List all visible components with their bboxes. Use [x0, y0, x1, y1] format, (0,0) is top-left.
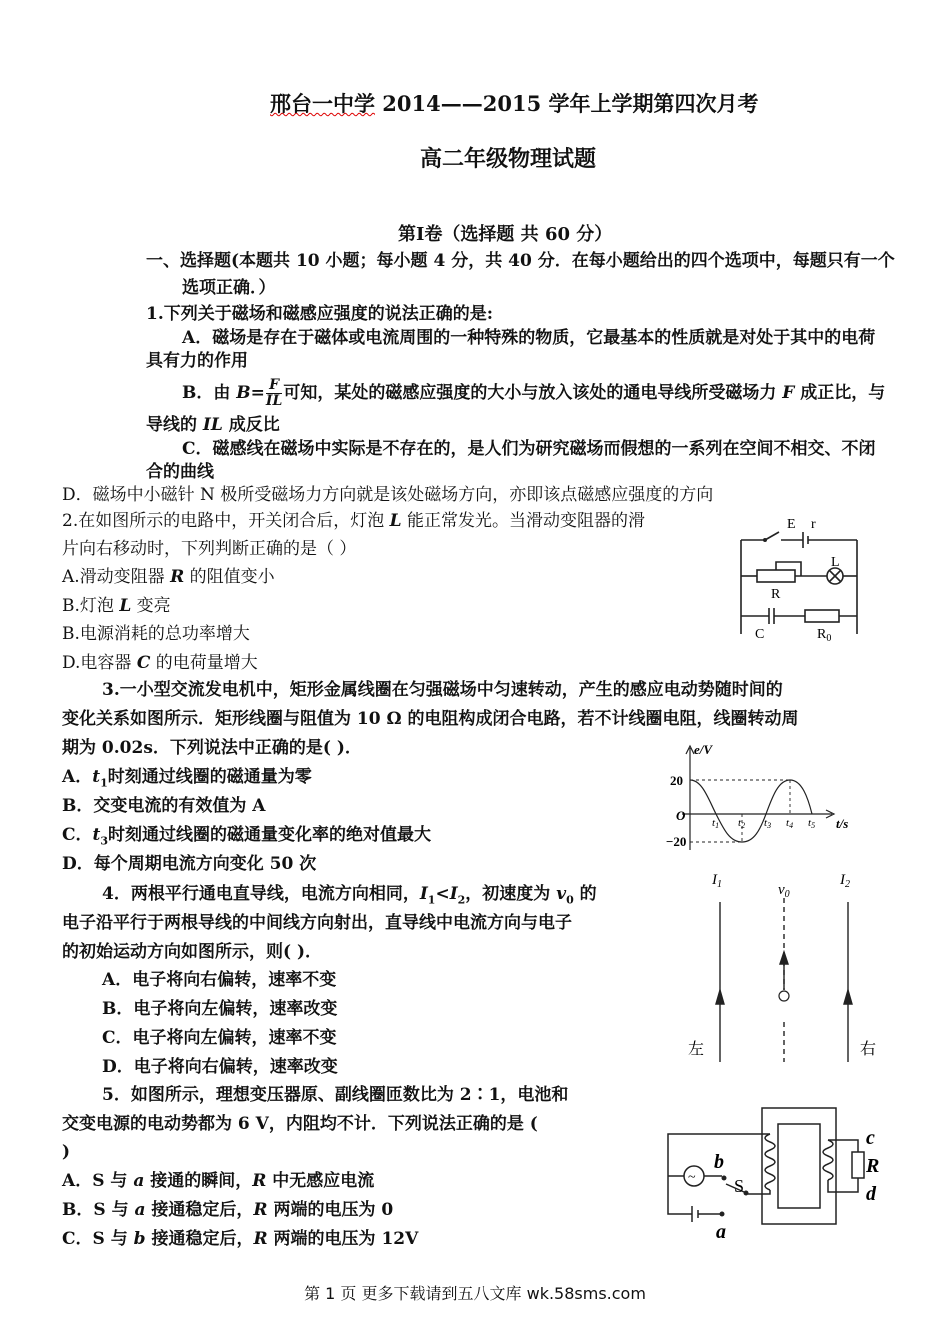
- q1-option-b-line1: [182, 378, 885, 409]
- q5-b-post: 两端的电压为 0: [267, 1200, 394, 1220]
- q5-core-inner: [778, 1124, 820, 1208]
- q3-c-pre: C．: [62, 825, 93, 845]
- q2-stem-line1: [62, 509, 645, 533]
- q2-label-R0-sub: 0: [826, 633, 832, 644]
- q1-b-pre: B．由: [182, 383, 237, 403]
- q5-stem-line3: ): [62, 1142, 71, 1162]
- q3-origin: O: [676, 808, 686, 823]
- q2-label-R0-main: R: [817, 627, 827, 642]
- q2-a-R: R: [170, 567, 185, 587]
- q2-b-post: 变亮: [131, 596, 171, 616]
- q4-option-d: D．电子将向右偏转，速率改变: [102, 1057, 338, 1077]
- q1-stem: 1.下列关于磁场和磁感应强度的说法正确的是:: [146, 304, 494, 324]
- q5-c-b: b: [133, 1229, 146, 1249]
- q3-c-sub: 3: [100, 834, 109, 848]
- q4-label-v0-main: v: [778, 882, 785, 898]
- q4-label-I2: [839, 872, 850, 890]
- q5-b-a: a: [134, 1200, 146, 1220]
- q3-option-a: [62, 765, 312, 795]
- q1-b-post1: 可知，某处的磁感应强度的大小与放入该处的通电导线所受磁场力: [283, 383, 783, 403]
- q4-label-v0-sub: 0: [784, 889, 790, 900]
- q5-transformer-diagram: [662, 1104, 894, 1244]
- school-name: 邢台一中学: [270, 91, 375, 116]
- q3-option-b: B．交变电流的有效值为 A: [62, 796, 266, 816]
- q2-option-c: B.电源消耗的总功率增大: [62, 624, 250, 644]
- q2-circuit-diagram: [735, 510, 870, 645]
- q1-b-post2: 成正比，与: [794, 383, 886, 403]
- q3-c-post: 时刻通过线圈的磁通量变化率的绝对值最大: [108, 825, 432, 845]
- q5-b-pre: B．S 与: [62, 1200, 135, 1220]
- q5-label-d: d: [866, 1183, 876, 1205]
- q3-sine-curve: [690, 780, 812, 842]
- q5-contact-a: [720, 1212, 725, 1217]
- q1-option-a-line1: A．磁场是存在于磁体或电流周围的一种特殊的物质，它最基本的性质就是对处于其中的电荷: [182, 328, 876, 348]
- q2-stem-line2: 片向右移动时，下列判断正确的是（ ）: [62, 539, 357, 559]
- q3-sine-graph: [660, 740, 860, 852]
- q5-option-a: [62, 1169, 374, 1193]
- q4-label-right: 右: [860, 1041, 877, 1058]
- q2-label-E: E: [787, 517, 796, 532]
- q4-label-left: 左: [688, 1041, 705, 1058]
- q4-stem-line3: 的初始运动方向如图所示，则( )．: [62, 942, 323, 962]
- q3-ytick-pos: 20: [670, 773, 683, 788]
- q4-stem-line2: 电子沿平行于两根导线的中间线方向射出，直导线中电流方向与电子: [62, 913, 572, 933]
- q5-c-R: R: [253, 1229, 268, 1249]
- q3-option-c: [62, 823, 431, 853]
- q3-a-t: t: [92, 767, 101, 787]
- q3-stem-line1: 3.一小型交流发电机中，矩形金属线圈在匀强磁场中匀速转动，产生的感应电动势随时间的: [102, 680, 783, 700]
- q1-b2-IL: IL: [202, 415, 223, 435]
- q5-a-mid: 接通的瞬间，: [144, 1171, 253, 1191]
- q4-label-I2-sub: 2: [845, 879, 850, 890]
- q5-label-b: b: [714, 1151, 724, 1173]
- q5-c-mid: 接通稳定后，: [145, 1229, 254, 1249]
- q2-d-post: 的电荷量增大: [150, 653, 258, 673]
- q2-label-R0: [817, 627, 831, 644]
- q1-option-c-line2: 合的曲线: [146, 462, 214, 482]
- q5-a-a: a: [133, 1171, 145, 1191]
- part-intro-line2: 选项正确．）: [182, 278, 276, 298]
- page-footer: 第 1 页 更多下载请到五八文库 wk.58sms.com: [304, 1284, 646, 1303]
- q4-stem-v: v: [556, 884, 567, 904]
- exam-title: [270, 88, 759, 118]
- q4-wires-diagram: [680, 862, 890, 1062]
- q1-option-a-line2: 具有力的作用: [146, 351, 248, 371]
- q2-stem-L: L: [389, 511, 402, 531]
- q4-stem-I2sub: 2: [457, 893, 466, 907]
- q5-secondary-coil: [823, 1140, 833, 1180]
- q4-arrow-right: [844, 990, 852, 1004]
- q5-resistor: [852, 1152, 864, 1178]
- q1-b-eq: =: [250, 383, 265, 403]
- q5-a-post: 中无感应电流: [266, 1171, 375, 1191]
- section-heading: 第Ⅰ卷（选择题 共 60 分）: [398, 224, 613, 245]
- q2-d-C: C: [136, 653, 151, 673]
- q1-b-F: F: [782, 383, 795, 403]
- q4-stem-I2: I: [449, 884, 458, 904]
- q1-option-d: D．磁场中小磁针 N 极所受磁场力方向就是该处磁场方向，亦即该点磁感应强度的方向: [62, 485, 714, 505]
- q3-xtick-label: t3: [764, 817, 772, 830]
- q3-a-sub: 1: [100, 776, 108, 790]
- q3-stem-line3: 期为 0.02s．下列说法中正确的是( )．: [62, 738, 362, 758]
- q4-stem-vsub: 0: [566, 893, 574, 907]
- q2-b-pre: B.灯泡: [62, 596, 120, 616]
- q5-c-pre: C．S 与: [62, 1229, 134, 1249]
- q2-d-pre: D.电容器: [62, 653, 137, 673]
- exam-subtitle: 高二年级物理试题: [420, 146, 597, 172]
- q3-xlabel: t/s: [836, 816, 849, 831]
- q1-frac-den: IL: [265, 393, 283, 409]
- q4-label-I1-sub: 1: [717, 879, 722, 890]
- q5-option-c: [62, 1227, 418, 1251]
- q3-a-pre: A．: [62, 767, 93, 787]
- q4-label-I1-main: I: [712, 872, 717, 888]
- q5-a-pre: A．S 与: [62, 1171, 134, 1191]
- part-intro-line1: 一、选择题(本题共 10 小题；每小题 4 分，共 40 分．在每小题给出的四个选项中，每题只有一个: [146, 251, 895, 271]
- q2-label-L: L: [831, 555, 840, 570]
- q2-a-post: 的阻值变小: [184, 567, 275, 587]
- q2-a-pre: A.滑动变阻器: [62, 567, 171, 587]
- q5-b-mid: 接通稳定后，: [145, 1200, 254, 1220]
- q4-label-v0: [778, 882, 790, 900]
- q4-option-c: C．电子将向左偏转，速率不变: [102, 1028, 337, 1048]
- q2-switch-pivot: [763, 538, 767, 542]
- q2-stem-pre: 2.在如图所示的电路中，开关闭合后，灯泡: [62, 511, 390, 531]
- q5-label-a: a: [716, 1221, 726, 1243]
- q2-option-b: [62, 594, 171, 618]
- q4-stem-post: 的: [573, 884, 597, 904]
- q2-stem-post: 能正常发光。当滑动变阻器的滑: [401, 511, 645, 531]
- q4-stem-line1: [102, 882, 597, 912]
- q3-xtick-group: [712, 817, 815, 830]
- q1-frac-num: F: [266, 378, 282, 394]
- title-rest: 2014——2015 学年上学期第四次月考: [375, 91, 759, 116]
- q5-c-post: 两端的电压为 12V: [267, 1229, 419, 1249]
- q2-option-d: [62, 651, 258, 675]
- q5-switch-pivot: [744, 1191, 749, 1196]
- q5-a-R: R: [252, 1171, 267, 1191]
- q4-stem-pre: 4．两根平行通电直导线，电流方向相同，: [102, 884, 420, 904]
- q4-label-I1: [711, 872, 722, 890]
- q4-stem-I1sub: 1: [427, 893, 436, 907]
- q2-label-C: C: [755, 627, 765, 642]
- q3-option-d: D．每个周期电流方向变化 50 次: [62, 854, 317, 874]
- q3-xtick-label: t5: [808, 817, 816, 830]
- q5-option-b: [62, 1198, 393, 1222]
- q5-contact-b: [722, 1176, 727, 1181]
- q4-electron: [779, 991, 789, 1001]
- q5-ac-symbol: ~: [688, 1170, 696, 1185]
- q3-xtick-label: t1: [712, 817, 720, 830]
- q5-label-R: R: [866, 1155, 880, 1177]
- q1-option-c-line1: C．磁感线在磁场中实际是不存在的，是人们为研究磁场而假想的一系列在空间不相交、不闭: [182, 439, 876, 459]
- q1-option-b-line2: [146, 413, 280, 437]
- q4-stem-I1: I: [419, 884, 428, 904]
- q4-option-b: B．电子将向左偏转，速率改变: [102, 999, 338, 1019]
- q2-option-a: [62, 565, 275, 589]
- q3-stem-line2: 变化关系如图所示．矩形线圈与阻值为 10 Ω 的电阻构成闭合电路，若不计线圈电阻，线圈转动周: [62, 709, 799, 729]
- q1-b2-post: 成反比: [222, 415, 280, 435]
- q1-b-var: B: [236, 383, 251, 403]
- q2-label-r: r: [811, 517, 816, 532]
- q1-fraction: [266, 378, 282, 409]
- q5-label-c: c: [866, 1127, 875, 1149]
- q4-option-a: A．电子将向右偏转，速率不变: [102, 970, 337, 990]
- q4-stem-mid: ，初速度为: [465, 884, 557, 904]
- q1-b2-pre: 导线的: [146, 415, 203, 435]
- q5-label-S: S: [734, 1176, 745, 1196]
- q2-label-R: R: [771, 587, 781, 602]
- q5-stem-line2: 交变电源的电动势都为 6 V，内阻均不计．下列说法正确的是 (: [62, 1114, 538, 1134]
- q5-b-R: R: [253, 1200, 268, 1220]
- q5-stem-line1: 5．如图所示，理想变压器原、副线圈匝数比为 2∶1，电池和: [102, 1085, 569, 1105]
- q3-ytick-neg: −20: [666, 834, 687, 849]
- q4-stem-lt: <: [435, 884, 450, 904]
- q2-b-L: L: [119, 596, 132, 616]
- q3-a-post: 时刻通过线圈的磁通量为零: [107, 767, 312, 787]
- q3-xtick-label: t2: [738, 817, 746, 830]
- q3-ylabel: e/V: [694, 742, 713, 757]
- q5-primary-coil: [765, 1134, 775, 1190]
- q3-c-t: t: [92, 825, 101, 845]
- q4-arrow-left: [716, 990, 724, 1004]
- q4-label-I2-main: I: [840, 872, 845, 888]
- q3-xtick-label: t4: [786, 817, 794, 830]
